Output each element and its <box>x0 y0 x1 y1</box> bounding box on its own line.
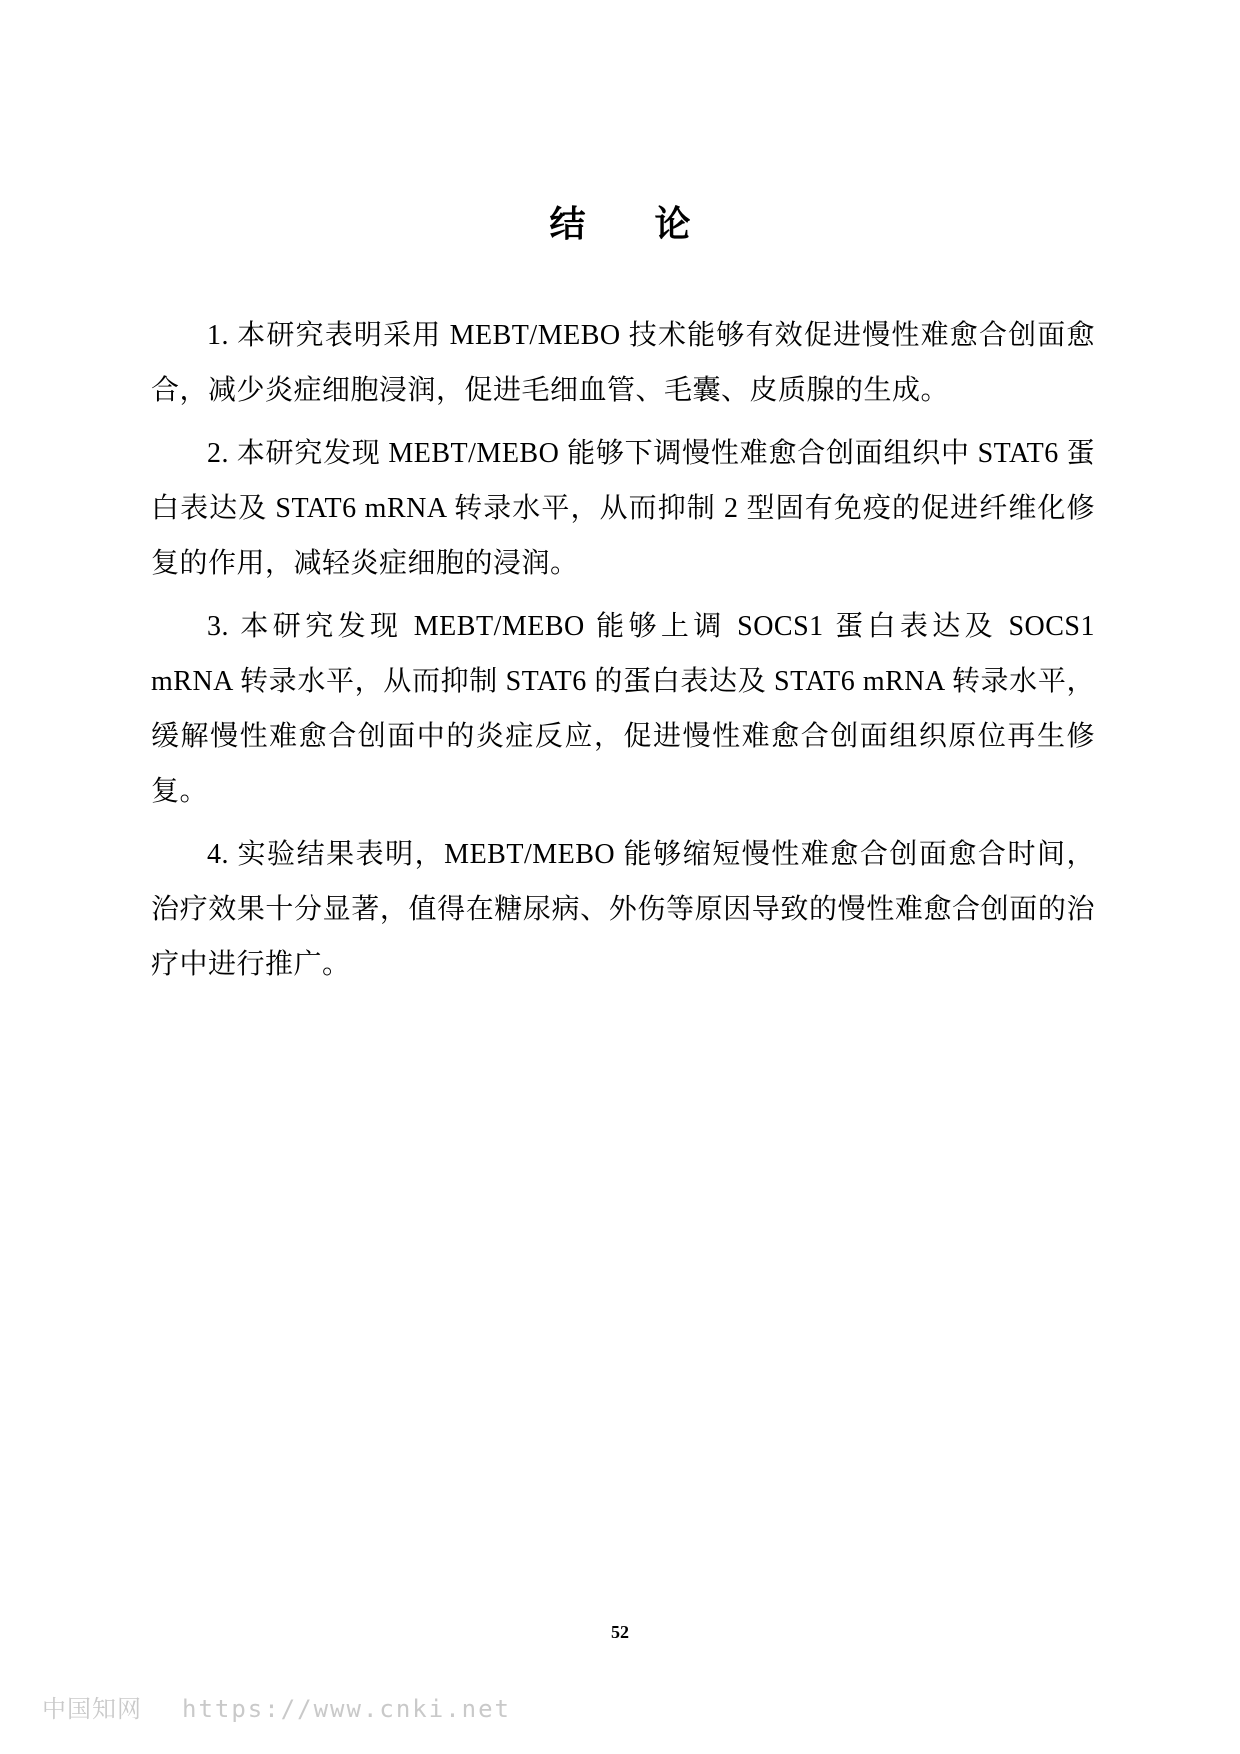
section-title: 结 论 <box>549 204 721 244</box>
conclusion-paragraph-4: 4. 实验结果表明，MEBT/MEBO 能够缩短慢性难愈合创面愈合时间，治疗效果十分显著，值得在糖尿病、外伤等原因导致的慢性难愈合创面的治疗中进行推广。 <box>151 839 1095 980</box>
watermark-brand: 中国知网 <box>42 1695 142 1723</box>
watermark-url: https://www.cnki.net <box>182 1695 511 1723</box>
conclusion-body <box>151 308 1095 1000</box>
cnki-watermark <box>42 1694 511 1725</box>
page-number: 52 <box>611 1622 629 1642</box>
conclusion-paragraph-1: 1. 本研究表明采用 MEBT/MEBO 技术能够有效促进慢性难愈合创面愈合，减少炎症细胞浸润，促进毛细血管、毛囊、皮质腺的生成。 <box>151 320 1095 406</box>
conclusion-paragraph-3: 3. 本研究发现 MEBT/MEBO 能够上调 SOCS1 蛋白表达及 SOCS1 mRNA 转录水平，从而抑制 STAT6 的蛋白表达及 STAT6 mRNA 转录水平，缓解慢性难愈合创面中的炎症反应，促进慢性难愈合创面组织原位再生修复。 <box>151 611 1095 807</box>
conclusion-paragraph-2: 2. 本研究发现 MEBT/MEBO 能够下调慢性难愈合创面组织中 STAT6 蛋白表达及 STAT6 mRNA 转录水平，从而抑制 2 型固有免疫的促进纤维化修复的作用，减轻炎症细胞的浸润。 <box>151 438 1095 579</box>
